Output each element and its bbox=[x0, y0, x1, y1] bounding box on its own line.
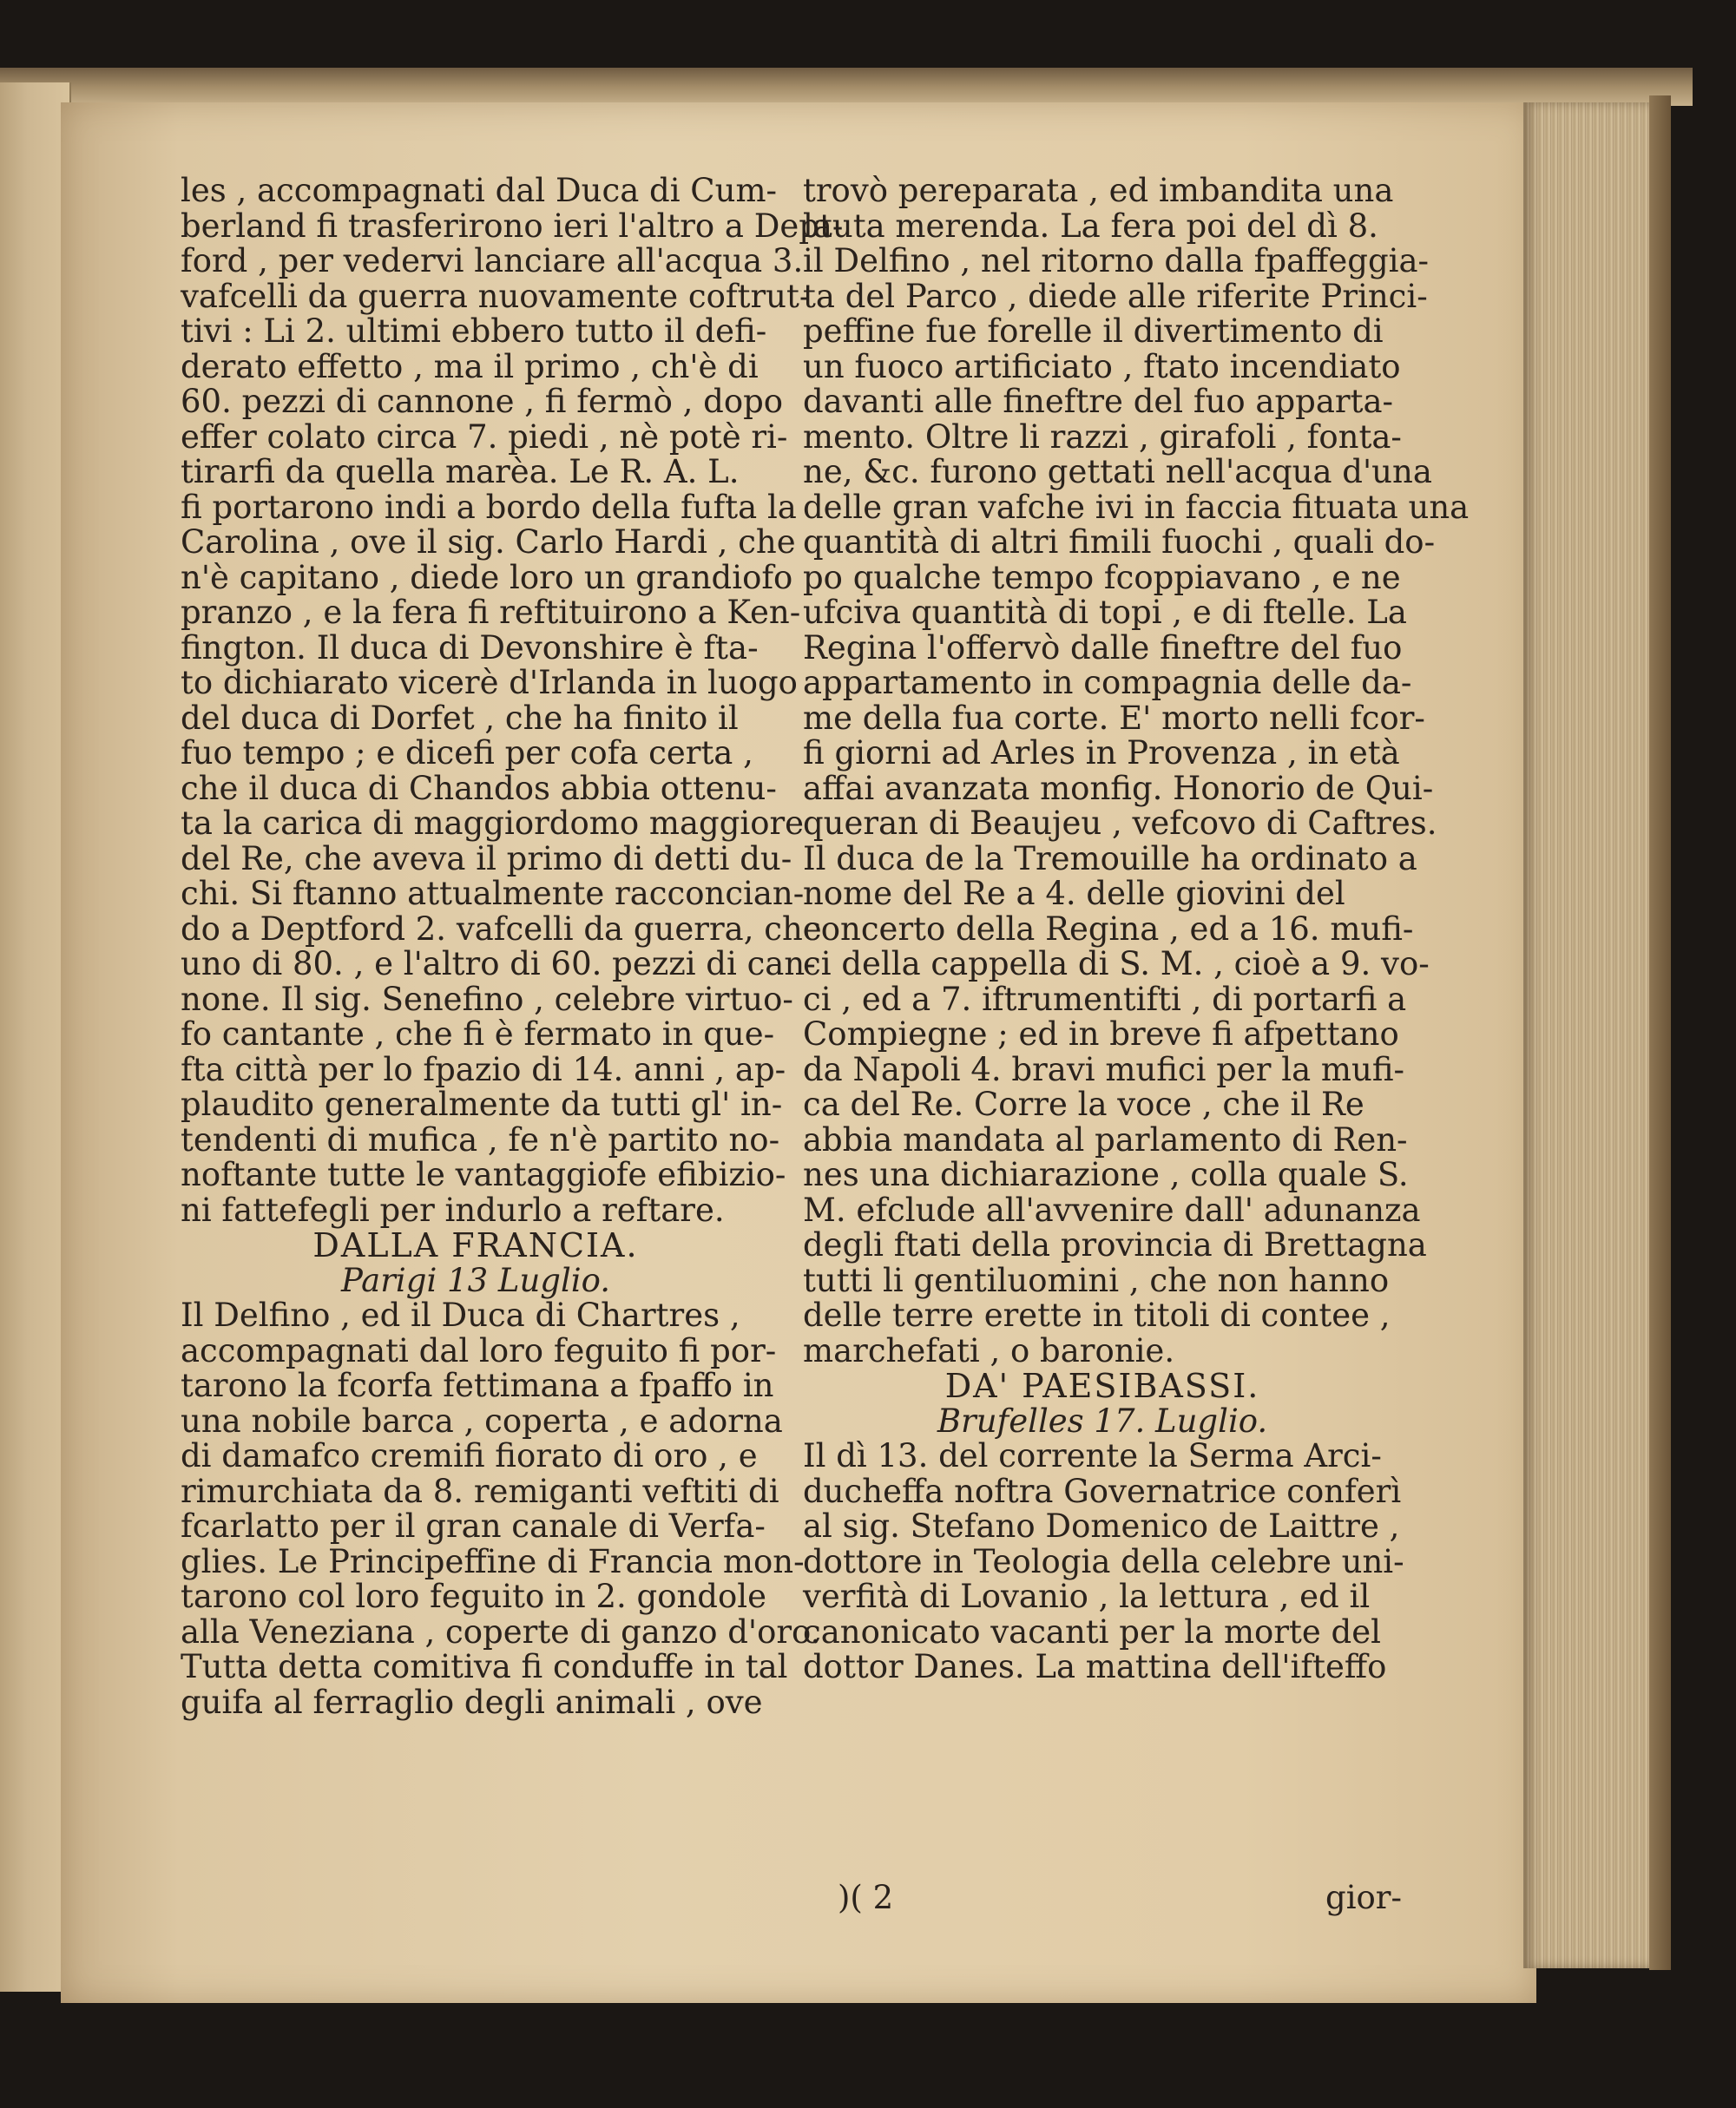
catchword: gior- bbox=[1325, 1879, 1402, 1916]
text-line: tivi : Li 2. ultimi ebbero tutto il defi- bbox=[181, 312, 767, 350]
text-line: tendenti di mufica , fe n'è partito no- bbox=[181, 1120, 780, 1159]
text-line: peffine fue forelle il divertimento di bbox=[803, 312, 1384, 350]
text-line: ford , per vedervi lanciare all'acqua 3. bbox=[181, 242, 804, 279]
text-line: to dichiarato vicerè d'Irlanda in luogo bbox=[181, 664, 798, 701]
right-column-text-after bbox=[803, 1439, 1402, 1685]
text-line: fta città per lo fpazio di 14. anni , ap- bbox=[181, 1050, 786, 1088]
text-line: dottore in Teologia della celebre uni- bbox=[803, 1542, 1404, 1580]
text-line: una nobile barca , coperta , e adorna bbox=[181, 1402, 783, 1440]
book-cover-edge bbox=[1649, 95, 1671, 1970]
text-line: Tutta detta comitiva fi conduffe in tal bbox=[181, 1648, 788, 1685]
text-line: degli ftati della provincia di Brettagna bbox=[803, 1226, 1427, 1264]
text-line: marchefati , o baronie. bbox=[803, 1331, 1175, 1369]
text-line: do a Deptford 2. vafcelli da guerra, che bbox=[181, 910, 822, 948]
text-line: del Re, che aveva il primo di detti du- bbox=[181, 839, 792, 877]
text-line: ci della cappella di S. M. , cioè a 9. vo- bbox=[803, 945, 1430, 982]
text-line: appartamento in compagnia delle da- bbox=[803, 664, 1412, 701]
text-line: glies. Le Principeffine di Francia mon- bbox=[181, 1542, 805, 1580]
text-line: di damafco cremifi fiorato di oro , e bbox=[181, 1437, 758, 1474]
text-line: les , accompagnati dal Duca di Cum- bbox=[181, 172, 778, 209]
right-column bbox=[803, 172, 1470, 1685]
text-line: tirarfi da quella marèa. Le R. A. L. bbox=[181, 453, 740, 490]
text-line: chi. Si ftanno attualmente racconcian- bbox=[181, 875, 805, 912]
left-column bbox=[181, 172, 844, 1721]
text-line: Carolina , ove il sig. Carlo Hardi , che bbox=[181, 523, 796, 561]
text-line: fi giorni ad Arles in Provenza , in età bbox=[803, 734, 1400, 772]
text-line: verfità di Lovanio , la lettura , ed il bbox=[803, 1578, 1371, 1615]
text-line: plaudito generalmente da tutti gl' in- bbox=[181, 1086, 783, 1123]
text-line: delle gran vafche ivi in faccia fituata una bbox=[803, 488, 1470, 526]
text-line: ufciva quantità di topi , e di ftelle. La bbox=[803, 594, 1407, 631]
text-line: ne, &c. furono gettati nell'acqua d'una bbox=[803, 453, 1432, 490]
text-line: Il duca de la Tremouille ha ordinato a bbox=[803, 839, 1417, 877]
text-line: il Delfino , nel ritorno dalla fpaffeggia- bbox=[803, 242, 1430, 279]
text-line: none. Il sig. Senefino , celebre virtuo- bbox=[181, 980, 793, 1018]
text-line: Compiegne ; ed in breve fi afpettano bbox=[803, 1015, 1399, 1053]
text-line: abbia mandata al parlamento di Ren- bbox=[803, 1120, 1408, 1159]
text-line: un fuoco artificiato , ftato incendiato bbox=[803, 347, 1401, 385]
text-line: accompagnati dal loro feguito fi por- bbox=[181, 1331, 777, 1369]
text-line: ca del Re. Corre la voce , che il Re bbox=[803, 1086, 1364, 1123]
text-line: uno di 80. , e l'altro di 60. pezzi di can- bbox=[181, 945, 816, 982]
text-line: lauta merenda. La fera poi del dì 8. bbox=[803, 207, 1378, 245]
text-line: tutti li gentiluomini , che non hanno bbox=[803, 1261, 1390, 1299]
text-line: ta la carica di maggiordomo maggiore bbox=[181, 804, 805, 842]
signature-mark: )( 2 bbox=[838, 1879, 894, 1916]
text-line: trovò pereparata , ed imbandita una bbox=[803, 172, 1394, 209]
text-line: guifa al ferraglio degli animali , ove bbox=[181, 1683, 763, 1721]
text-line: davanti alle fineftre del fuo apparta- bbox=[803, 383, 1394, 420]
text-line: rimurchiata da 8. remiganti veftiti di bbox=[181, 1472, 779, 1510]
text-line: quantità di altri fimili fuochi , quali do- bbox=[803, 523, 1436, 561]
dateline-france: Parigi 13 Luglio. bbox=[340, 1261, 611, 1299]
left-column-text bbox=[181, 172, 844, 1229]
text-line: derato effetto , ma il primo , ch'è di bbox=[181, 347, 759, 385]
text-line: po qualche tempo fcoppiavano , e ne bbox=[803, 558, 1401, 596]
text-line: n'è capitano , diede loro un grandiofo bbox=[181, 558, 793, 596]
text-line: fi portarono indi a bordo della fufta la bbox=[181, 488, 797, 526]
text-line: effer colato circa 7. piedi , nè potè ri- bbox=[181, 417, 788, 456]
text-line: noftante tutte le vantaggiofe efibizio- bbox=[181, 1156, 786, 1193]
text-line: nome del Re a 4. delle giovini del bbox=[803, 875, 1345, 912]
text-line: mento. Oltre li razzi , girafoli , fonta- bbox=[803, 417, 1402, 456]
text-line: tarono col loro feguito in 2. gondole bbox=[181, 1578, 766, 1615]
right-column-text bbox=[803, 172, 1470, 1369]
text-line: fington. Il duca di Devonshire è fta- bbox=[181, 628, 759, 667]
text-line: da Napoli 4. bravi mufici per la mufi- bbox=[803, 1050, 1405, 1088]
text-line: nes una dichiarazione , colla quale S. bbox=[803, 1156, 1409, 1193]
text-line: alla Veneziana , coperte di ganzo d'oro. bbox=[181, 1612, 821, 1651]
text-line: Il dì 13. del corrente la Serma Arci- bbox=[803, 1437, 1382, 1474]
text-line: fcarlatto per il gran canale di Verfa- bbox=[181, 1507, 766, 1545]
text-line: ci , ed a 7. iftrumentifti , di portarfi a bbox=[803, 980, 1407, 1018]
heading-paesibassi: DA' PAESIBASSI. bbox=[944, 1367, 1260, 1405]
text-line: concerto della Regina , ed a 16. mufi- bbox=[803, 910, 1414, 948]
text-line: Il Delfino , ed il Duca di Chartres , bbox=[181, 1297, 740, 1334]
text-line: me della fua corte. E' morto nelli fcor- bbox=[803, 699, 1425, 737]
text-line: Regina l'offervò dalle fineftre del fuo bbox=[803, 628, 1403, 667]
text-line: ducheffa noftra Governatrice conferì bbox=[803, 1472, 1402, 1510]
text-line: berland fi trasferirono ieri l'altro a Dept- bbox=[181, 207, 844, 245]
page-fore-edge bbox=[1523, 102, 1658, 1968]
left-column-text-after bbox=[181, 1297, 821, 1721]
text-line: fuo tempo ; e dicefi per cofa certa , bbox=[181, 734, 753, 772]
text-line: affai avanzata monfig. Honorio de Qui- bbox=[803, 769, 1434, 807]
text-line: ni fattefegli per indurlo a reftare. bbox=[181, 1191, 725, 1229]
text-line: M. efclude all'avvenire dall' adunanza bbox=[803, 1191, 1421, 1229]
book-top-edge bbox=[0, 68, 1693, 106]
text-line: dottor Danes. La mattina dell'ifteffo bbox=[803, 1648, 1387, 1685]
text-line: al sig. Stefano Domenico de Laittre , bbox=[803, 1507, 1400, 1545]
text-line: vafcelli da guerra nuovamente coftrut- bbox=[181, 277, 811, 315]
text-line: del duca di Dorfet , che ha finito il bbox=[181, 699, 739, 737]
text-line: pranzo , e la fera fi reftituirono a Ken- bbox=[181, 594, 801, 631]
heading-france: DALLA FRANCIA. bbox=[312, 1226, 639, 1264]
text-line: fo cantante , che fi è fermato in que- bbox=[181, 1015, 775, 1053]
text-line: che il duca di Chandos abbia ottenu- bbox=[181, 769, 777, 807]
text-line: tarono la fcorfa fettimana a fpaffo in bbox=[181, 1367, 774, 1404]
text-line: canonicato vacanti per la morte del bbox=[803, 1612, 1381, 1651]
dateline-paesibassi: Brufelles 17. Luglio. bbox=[937, 1402, 1268, 1440]
text-line: ta del Parco , diede alle riferite Princi- bbox=[803, 277, 1428, 315]
text-line: delle terre erette in titoli di contee , bbox=[803, 1297, 1391, 1334]
text-line: 60. pezzi di cannone , fi fermò , dopo bbox=[181, 383, 784, 420]
text-line: queran di Beaujeu , vefcovo di Caftres. bbox=[803, 804, 1437, 842]
